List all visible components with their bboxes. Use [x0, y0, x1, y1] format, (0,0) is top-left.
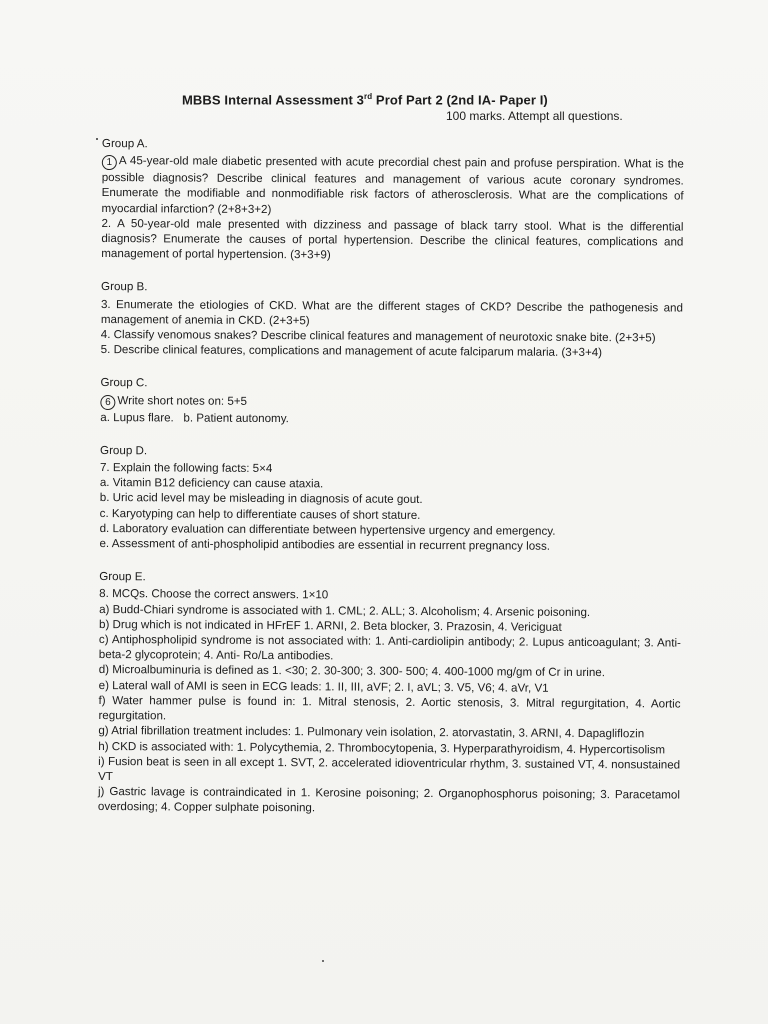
stray-mark [322, 960, 324, 962]
mcq-d: d) Microalbuminuria is defined as 1. <30; 2. 30-300; 3. 300- 500; 4. 400-1000 mg/gm of Cr in urine. [98, 663, 606, 680]
question-4: 4. Classify venomous snakes? Describe clinical features and management of neurotoxic snake bite. (2+3+5) [100, 328, 656, 345]
question-5: 5. Describe clinical features, complications and management of acute falciparum malaria. (3+3+4) [100, 343, 603, 360]
group-b [101, 279, 683, 361]
question-8: 8. MCQs. Choose the correct answers. 1×10 [99, 587, 329, 602]
page-subtitle: 100 marks. Attempt all questions. [446, 109, 623, 123]
mcq-a: a) Budd-Chiari syndrome is associated with 1. CML; 2. ALL; 3. Alcoholism; 4. Arsenic poisoning. [99, 602, 591, 619]
question-7a: a. Vitamin B12 deficiency can cause ataxia. [99, 476, 324, 491]
question-6: 6 Write short notes on: 5+5 [100, 393, 682, 414]
mcq-e: e) Lateral wall of AMI is seen in ECG leads: 1. II, III, aVF; 2. I, aVL; 3. V5, V6; 4. aVr, V1 [98, 678, 549, 695]
question-1: 1 A 45-year-old male diabetic presented with acute precordial chest pain and profuse perspiration. What is the possible diagnosis? Describe clinical features and management of various acute coronary syndromes. Enumerate the modifiable and nonmodifiable risk factors of atherosclerosis. What are the complications of myocardial infarction? (2+8+3+2) [101, 154, 684, 216]
mcq-i: i) Fusion beat is seen in all except 1. SVT, 2. accelerated idioventricular rhythm, 3. sustained VT, 4. nonsustained VT [98, 754, 681, 783]
group-heading: Group A. [101, 136, 148, 151]
mcq-c: c) Antiphospholipid syndrome is not associated with: 1. Anti-cardiolipin antibody; 2. Lupus anticoagulant; 3. Anti-beta-2 glycoprotein; 4. Anti- Ro/La antibodies. [98, 633, 681, 663]
mcq-j: j) Gastric lavage is contraindicated in 1. Kerosine poisoning; 2. Organophosphorus poisoning; 3. Paracetamol overdosing; 4. Copper sulphate poisoning. [97, 785, 681, 815]
question-3: 3. Enumerate the etiologies of CKD. What are the different stages of CKD? Describe the pathogenesis and management of anemia in CKD. (2+3+5) [100, 297, 684, 328]
group-e [98, 569, 681, 818]
group-heading: Group B. [101, 280, 148, 294]
group-c [100, 375, 682, 428]
question-7c: c. Karyotyping can help to differentiate causes of short stature. [99, 506, 421, 522]
question-7e: e. Assessment of anti-phospholipid antibodies are essential in recurrent pregnancy loss. [99, 537, 551, 553]
group-heading: Group D. [100, 443, 148, 458]
group-a [101, 136, 684, 265]
group-d [99, 443, 682, 555]
page-title: MBBS Internal Assessment 3rd Prof Part 2 (2nd IA- Paper I) [182, 92, 548, 108]
question-7: 7. Explain the following facts: 5×4 [99, 461, 273, 476]
group-heading: Group E. [99, 570, 146, 584]
question-content [98, 136, 684, 818]
mcq-f: f) Water hammer pulse is found in: 1. Mitral stenosis, 2. Aortic stenosis, 3. Mitral regurgitation, 4. Aortic regurgitation. [98, 693, 681, 723]
margin-mark [96, 138, 98, 140]
mcq-h: h) CKD is associated with: 1. Polycythemia, 2. Thrombocytopenia, 3. Hyperparathyroidism, 4. Hypercortisolism [98, 739, 666, 756]
group-heading: Group C. [100, 376, 148, 390]
question-2: 2. A 50-year-old male presented with dizziness and passage of black tarry stool. What is the differential diagnosis? Enumerate the causes of portal hypertension. Describe the clinical features, complications and management of portal hypertension. (3+3+9) [101, 216, 684, 262]
question-6-items: a. Lupus flare. b. Patient autonomy. [100, 410, 289, 425]
mcq-g: g) Atrial fibrillation treatment includes: 1. Pulmonary vein isolation, 2. atorvastatin, 3. ARNI, 4. Dapagliflozin [98, 724, 645, 741]
circled-number: 6 [100, 395, 115, 410]
mcq-b: b) Drug which is not indicated in HFrEF 1. ARNI, 2. Beta blocker, 3. Prazosin, 4. Vericiguat [98, 617, 562, 634]
question-7b: b. Uric acid level may be misleading in diagnosis of acute gout. [99, 491, 423, 507]
circled-number: 1 [102, 155, 117, 170]
question-7d: d. Laboratory evaluation can differentiate between hypertensive urgency and emergency. [99, 521, 556, 538]
